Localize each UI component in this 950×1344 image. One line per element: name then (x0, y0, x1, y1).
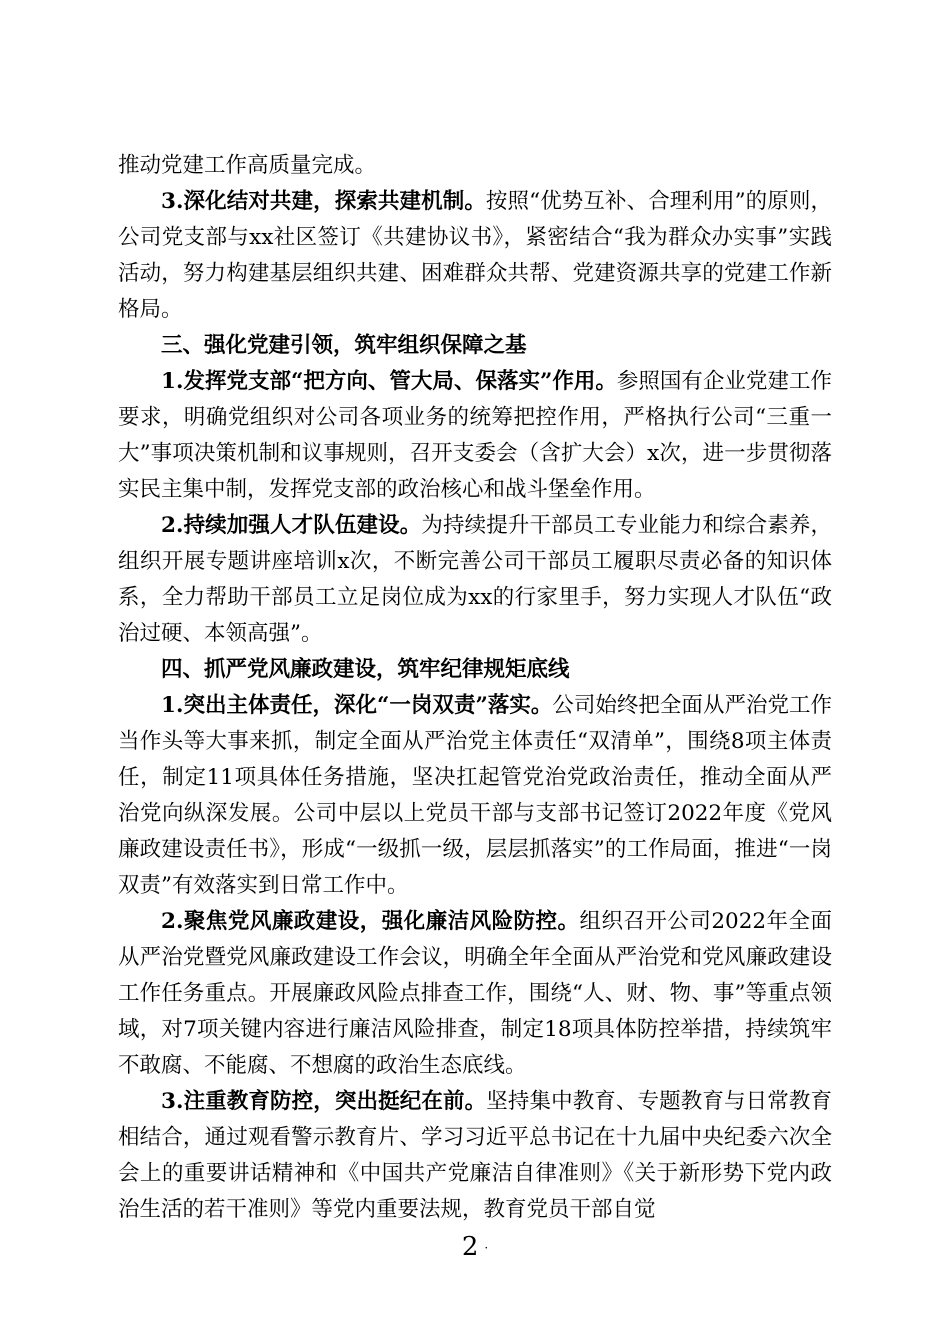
paragraph-lead: 2.持续加强人才队伍建设。 (161, 513, 422, 538)
paragraph-text: 按照“优势互补、合理利用”的原则，公司党支部与xx社区签订《共建协议书》，紧密结合“我为群众办实事”实践活动，努力构建基层组织共建、困难群众共帮、党建资源共享的党建工作新格局。 (118, 189, 832, 322)
paragraph-pairing-co-building (118, 184, 832, 328)
section-heading-3: 三、强化党建引领，筑牢组织保障之基 (161, 333, 527, 358)
paragraph-text: 参照国有企业党建工作要求，明确党组织对公司各项业务的统筹把控作用，严格执行公司“三重一大”事项决策机制和议事规则，召开支委会（含扩大会）x次，进一步贯彻落实民主集中制，发挥党支部的政治核心和战斗堡垒作用。 (118, 369, 832, 502)
page-number-mark: · (484, 1241, 489, 1255)
section-heading-4: 四、抓严党风廉政建设，筑牢纪律规矩底线 (161, 657, 570, 682)
paragraph-branch-role (118, 364, 832, 508)
paragraph-lead: 3.深化结对共建，探索共建机制。 (161, 189, 486, 214)
paragraph-talent-team (118, 508, 832, 652)
page-number (0, 1232, 950, 1263)
page-number-value: 2 (461, 1232, 479, 1262)
paragraph-lead: 1.发挥党支部“把方向、管大局、保落实”作用。 (161, 369, 617, 394)
paragraph-lead: 3.注重教育防控，突出挺纪在前。 (161, 1089, 487, 1114)
paragraph-continuation (118, 148, 832, 184)
paragraph-text: 推动党建工作高质量完成。 (118, 153, 377, 178)
paragraph-integrity-risk (118, 904, 832, 1084)
paragraph-lead: 2.聚焦党风廉政建设，强化廉洁风险防控。 (161, 909, 580, 934)
paragraph-education-prevention (118, 1084, 832, 1228)
paragraph-text: 坚持集中教育、专题教育与日常教育相结合，通过观看警示教育片、学习习近平总书记在十九届中央纪委六次全会上的重要讲话精神和《中国共产党廉洁自律准则》《关于新形势下党内政治生活的若干准则》等党内重要法规，教育党员干部自觉 (118, 1089, 832, 1222)
paragraph-main-responsibility (118, 688, 832, 904)
paragraph-text: 组织召开公司2022年全面从严治党暨党风廉政建设工作会议，明确全年全面从严治党和党风廉政建设工作任务重点。开展廉政风险点排查工作，围绕“人、财、物、事”等重点领域，对7项关键内容进行廉洁风险排查，制定18项具体防控举措，持续筑牢不敢腐、不能腐、不想腐的政治生态底线。 (118, 909, 833, 1078)
paragraph-text: 公司始终把全面从严治党工作当作头等大事来抓，制定全面从严治党主体责任“双清单”，围绕8项主体责任，制定11项具体任务措施，坚决扛起管党治党政治责任，推动全面从严治党向纵深发展。公司中层以上党员干部与支部书记签订2022年度《党风廉政建设责任书》，形成“一级抓一级，层层抓落实”的工作局面，推进“一岗双责”有效落实到日常工作中。 (118, 693, 832, 898)
paragraph-text: 为持续提升干部员工专业能力和综合素养，组织开展专题讲座培训x次，不断完善公司干部员工履职尽责必备的知识体系，全力帮助干部员工立足岗位成为xx的行家里手，努力实现人才队伍“政治过硬、本领高强”。 (118, 513, 832, 646)
paragraph-lead: 1.突出主体责任，深化“一岗双责”落实。 (161, 693, 553, 718)
